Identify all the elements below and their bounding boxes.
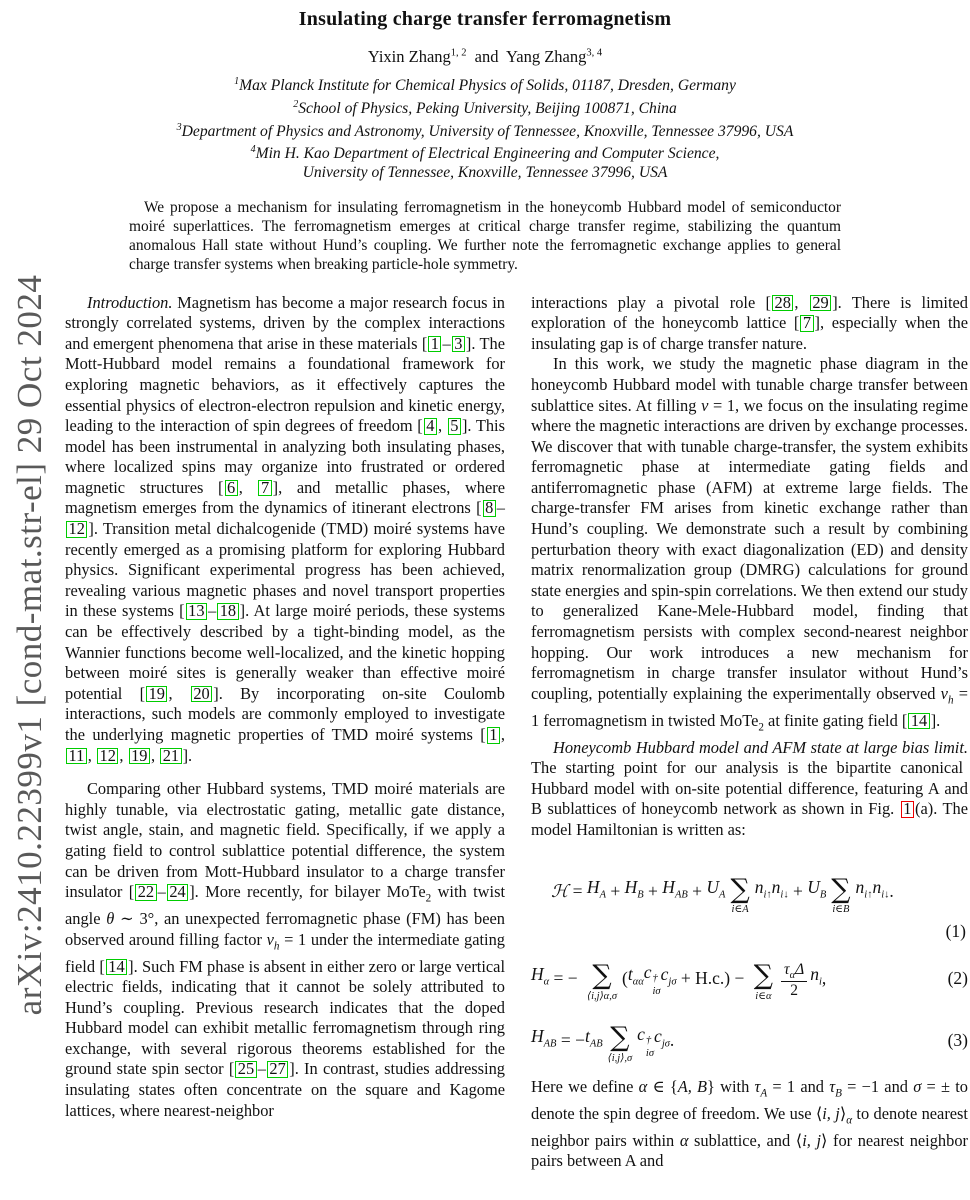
text-run: ,	[168, 683, 190, 703]
text-run: sublattice, and ⟨	[688, 1130, 803, 1150]
text-run: ].	[930, 710, 941, 730]
text-run: ,	[119, 745, 128, 765]
paragraph	[531, 1077, 968, 1172]
affiliation-text: Department of Physics and Astronomy, University of Tennessee, Knoxville, Tennessee 37996, USA	[181, 122, 794, 140]
citation-link[interactable]: 27	[267, 1061, 288, 1078]
scripted-variable: $H_A$	[586, 876, 606, 901]
affiliation-text: School of Physics, Peking University, Beijing 100871, China	[298, 99, 677, 117]
scripted-variable: c † iσ	[637, 1024, 655, 1059]
scripted-variable: $c_{j\sigma}$	[654, 1025, 670, 1050]
text-run: = 1, we focus on the insulating regime where the magnetic interactions are driven by exchange processes. We discover that with tunable charge-transfer, the system exhibits ferromagnetic phase at intermediate gating fields and antiferromagnetic phase (AFM) at extreme large fields. The charge-transfer FM arises from kinetic exchange rather than Hund’s coupling. We demonstrate such a result by combining perturbation theory with exact diagonalization (ED) and density matrix renormalization group (DMRG) calculations for ground state energies and spin-spin correlations. We then extend our study to generalized Kane-Mele-Hubbard model, finding that ferromagnetism persists with complex second-nearest neighbor hopping. Our work introduces a new mechanism for ferromagnetism in charge transfer insulator without Hund’s coupling, potentially explaining the experimentally observed	[531, 395, 968, 703]
text-run: ].	[182, 745, 193, 765]
citation-link[interactable]: 6	[225, 480, 238, 497]
equation-number: (3)	[947, 1029, 968, 1050]
equations-block	[531, 867, 968, 1066]
text-run: ⟩	[839, 1104, 847, 1123]
text-run: ]. In contrast, studies addressing insulating states often concentrate on the square and Kagome lattices, where nearest-neighbor	[65, 1059, 506, 1120]
scripted-variable: $H_B$	[624, 876, 644, 901]
text-run: ,	[87, 745, 96, 765]
math-subscript: B	[835, 1087, 842, 1100]
text-run: = ± to denote the spin degree of freedom. We use ⟨	[531, 1077, 968, 1123]
equation-text: = −	[556, 1029, 585, 1050]
citation-link[interactable]: 21	[160, 748, 181, 765]
scripted-variable: $n_{i↑}$	[855, 876, 873, 901]
authors-and: and	[474, 47, 499, 66]
text-run: ,	[238, 477, 258, 497]
sigma-symbol: ∑	[831, 873, 851, 905]
author-name-2: Yang Zhang	[506, 47, 587, 66]
scripted-variable: $c_{j\sigma}$	[660, 963, 677, 988]
citation-link[interactable]: 19	[146, 686, 167, 703]
equation-text: +	[643, 881, 663, 902]
math-subscript: h	[273, 939, 280, 952]
text-run: at finite gating field [	[763, 710, 908, 730]
math-symbol: τ	[754, 1077, 761, 1097]
equation-2	[531, 953, 968, 1003]
text-run: ,	[437, 416, 447, 436]
figure-ref-link[interactable]: 1	[901, 801, 914, 818]
text-run: ]. At large moiré periods, these systems can be effectively described by a tight-binding model, as the Wannier functions become well-localized, and the kinetic hopping between moiré sites is generally weaker than effective moiré potential [	[65, 601, 505, 703]
scripted-variable: $U_B$	[807, 876, 827, 901]
text-run: ], and metallic phases, where magnetism emerges from the dynamics of itinerant electrons [	[65, 477, 506, 518]
citation-link[interactable]: 3	[452, 336, 465, 353]
text-run: ∈ {	[647, 1077, 678, 1097]
sigma-symbol: ∑	[592, 960, 612, 992]
text-run: ,	[150, 745, 160, 765]
equation-number: (2)	[947, 967, 968, 988]
equation-text: +	[788, 881, 808, 902]
text-run: ]. Such FM phase is absent in either zero or large vertical electric fields, indicating that it cannot be solely attributed to Hund’s coupling. Previous research indicates that the doped Hubbard model can exhibit metallic ferromagnetism through ring exchange, with several rigorous theorems established for the ground state spin sector [	[65, 956, 505, 1079]
sum-operator	[831, 873, 851, 916]
citation-link[interactable]: 14	[908, 713, 929, 730]
text-run: –	[496, 498, 505, 518]
citation-link[interactable]: 19	[129, 748, 150, 765]
scripted-variable: $n_{i↑}$	[754, 876, 772, 901]
math-symbol: α	[638, 1077, 648, 1097]
fraction	[781, 962, 807, 1001]
paragraph	[531, 293, 968, 355]
math-symbol: σ	[913, 1077, 922, 1097]
text-run: The starting point for our analysis is the bipartite canonical Hubbard model with on-site potential difference, featuring A and B sublattices of honeycomb network as shown in Fig.	[531, 758, 968, 819]
scripted-variable: $H_{AB}$	[531, 1025, 557, 1050]
affiliation-line	[0, 141, 970, 164]
citation-link[interactable]: 12	[66, 521, 87, 538]
citation-link[interactable]: 7	[800, 315, 813, 332]
scripted-variable: $t_{AB}$	[584, 1025, 603, 1050]
scripted-variable: $H_{AB}$	[662, 876, 688, 901]
math-symbol: i, j	[822, 1104, 840, 1123]
text-run: (a). The model Hamiltonian is written as:	[531, 799, 968, 839]
math-symbol: θ	[106, 909, 115, 929]
text-run: to denote nearest neighbor pairs within	[531, 1104, 968, 1150]
text-run: –	[257, 1059, 266, 1079]
text-run: interactions play a pivotal role [	[531, 292, 771, 312]
text-run: ,	[794, 292, 809, 312]
citation-link[interactable]: 24	[167, 884, 188, 901]
equation-text: (	[622, 967, 628, 988]
citation-link[interactable]: 1	[487, 727, 500, 744]
math-subscript: h	[947, 694, 954, 707]
scripted-variable: $H_\alpha$	[531, 963, 550, 988]
affiliation-mark: 4	[250, 144, 256, 156]
text-run: = −1 and	[841, 1077, 914, 1097]
sum-operator	[587, 960, 617, 1002]
italic-text-run: Honeycomb Hubbard model and AFM state at large bias limit.	[553, 737, 968, 757]
author-affil-marks-1: 1, 2	[450, 47, 467, 59]
paragraph	[531, 354, 968, 737]
scripted-variable: c † iσ	[643, 962, 661, 997]
affiliation-line	[0, 73, 970, 96]
affiliation-mark: 2	[293, 98, 299, 110]
citation-link[interactable]: 4	[424, 418, 437, 435]
equation-text: =	[568, 881, 587, 902]
paragraph	[65, 779, 505, 1121]
paper-title: Insulating charge transfer ferromagnetism	[298, 8, 672, 30]
text-run: ]. The Mott-Hubbard model remains a foundational framework for exploring magnetic behaviors, as it effectively captures the essential physics of electron-electron repulsion and kinetic energy, leading to the interaction of spin degrees of freedom [	[65, 333, 505, 436]
text-run: –	[157, 882, 166, 902]
two-column-body	[0, 293, 970, 1173]
math-symbol: A, B	[677, 1077, 708, 1097]
text-run: = 1 and	[767, 1077, 830, 1097]
affiliation-mark: 1	[234, 76, 240, 87]
math-subscript: A	[760, 1087, 768, 1100]
paragraph	[65, 293, 505, 767]
sum-limits: ⟨i,j⟩,σ	[607, 1052, 633, 1064]
affiliation-text: University of Tennessee, Knoxville, Tennessee 37996, USA	[302, 164, 668, 182]
citation-link[interactable]: 29	[810, 295, 831, 312]
citation-link[interactable]: 7	[258, 480, 271, 497]
equation-text: = −	[549, 967, 583, 988]
math-symbol: i, j	[802, 1130, 821, 1150]
text-run: ]. This model has been instrumental in analyzing both insulating phases, where localized spins may organize into frustrated or ordered magnetic structures [	[65, 416, 505, 497]
citation-link[interactable]: 22	[135, 884, 156, 901]
sigma-symbol: ∑	[753, 960, 774, 992]
equation-text: 2	[790, 981, 798, 999]
sigma-symbol: ∑	[610, 1022, 630, 1054]
sum-limits: ⟨i,j⟩α,σ	[587, 990, 617, 1002]
equation-text: +	[687, 881, 707, 902]
text-run: Here we define	[531, 1077, 639, 1097]
text-run: ]. There is limited exploration of the honeycomb lattice [	[531, 292, 968, 333]
text-run: ]. By incorporating on-site Coulomb interactions, such models are commonly employed to investigate the underlying magnetic properties of TMD moiré systems [	[65, 683, 505, 744]
math-symbol: ν	[266, 929, 274, 949]
text-run: ], especially when the insulating gap is of charge transfer nature.	[531, 313, 968, 353]
text-run: –	[208, 601, 217, 621]
subscript: 2	[425, 892, 432, 905]
text-run: ]. More recently, for bilayer MoTe	[189, 882, 426, 902]
equation-variable: ℋ	[551, 881, 569, 902]
subscript: 2	[758, 720, 764, 733]
scripted-variable: $n_{i↓}$	[771, 876, 789, 901]
scripted-variable: $U_A$	[706, 876, 726, 901]
math-symbol: α	[679, 1130, 689, 1150]
citation-link[interactable]: 20	[191, 686, 212, 703]
affiliation-line	[0, 119, 970, 142]
equation-text: .	[669, 1029, 675, 1050]
citation-link[interactable]: 25	[235, 1061, 256, 1078]
equation-text: ,	[821, 967, 827, 988]
abstract: We propose a mechanism for insulating ferromagnetism in the honeycomb Hubbard model of semiconductor moiré superlattices. The ferromagnetism emerges at critical charge transfer regime, stabilizing the quantum anomalous Hall state without Hund’s coupling. We further note the ferromagnetic exchange applies to general charge transfer systems when breaking particle-hole symmetry.	[129, 198, 841, 274]
text-run: = 1 under the intermediate gating field [	[65, 929, 506, 976]
sigma-symbol: ∑	[730, 873, 750, 905]
citation-link[interactable]: 1	[428, 336, 441, 353]
citation-link[interactable]: 13	[186, 603, 207, 620]
text-run: } with	[707, 1077, 755, 1097]
citation-link[interactable]: 12	[97, 748, 118, 765]
sum-limits: i∈α	[755, 990, 772, 1002]
math-symbol: ν	[940, 683, 948, 703]
equation-text: + H.c.) −	[676, 967, 749, 988]
affiliation-line	[0, 164, 970, 183]
text-run: ,	[500, 725, 505, 744]
sum-operator	[753, 960, 774, 1002]
text-run: ]. Transition metal dichalcogenide (TMD) moiré systems have recently emerged as a promising platform for exploring Hubbard physics. Significant experimental progress has been achieved, revealing various magnetic phases and novel transport properties in these systems [	[65, 519, 505, 621]
text-run: ∼ 3°, an unexpected ferromagnetic phase (FM) has been observed around filling factor	[65, 909, 506, 949]
math-subscript: α	[846, 1114, 853, 1127]
equation-number: (1)	[945, 920, 966, 941]
text-run: Comparing other Hubbard systems, TMD moiré materials are highly tunable, via electrostatic gating, metallic gate distance, twist angle, stain, and magnetic field. Specifically, if we apply a gating field to control sublattice potential difference, the system can be driven from Mott-Hubbard insulator to a charge transfer insulator [	[65, 779, 505, 902]
author-affil-marks-2: 3, 4	[586, 47, 603, 59]
text-run: In this work, we study the magnetic phase diagram in the honeycomb Hubbard model with tunable charge transfer between sublattice sites. At filling	[531, 354, 968, 415]
affiliation-text: Min H. Kao Department of Electrical Engineering and Computer Science,	[255, 145, 720, 163]
scripted-variable: $n_{i↓}$	[872, 876, 890, 901]
math-symbol: ν	[701, 395, 709, 415]
equation-text: +	[605, 881, 625, 902]
affiliation-text: Max Planck Institute for Chemical Physics of Solids, 01187, Dresden, Germany	[239, 77, 736, 95]
text-run: Magnetism has become a major research focus in strongly correlated systems, driven by the complex interactions and emergent phenomena that arise in these materials [	[65, 292, 505, 353]
left-column	[65, 293, 505, 1173]
sum-operator	[730, 873, 750, 916]
sum-limits: i∈A	[731, 903, 749, 915]
right-column	[531, 293, 968, 1173]
scripted-variable: $n_i$	[810, 963, 822, 988]
scripted-variable: $\tau_\alpha$	[784, 960, 796, 981]
citation-link[interactable]: 18	[217, 603, 238, 620]
text-run: ⟩ for nearest neighbor pairs between A and	[531, 1130, 968, 1171]
citation-link[interactable]: 11	[66, 748, 87, 765]
text-run: = 1 ferromagnetism in twisted MoTe	[531, 683, 969, 730]
citation-link[interactable]: 5	[448, 418, 461, 435]
paragraph	[531, 738, 968, 841]
equation-variable: Δ	[795, 960, 805, 978]
citation-link[interactable]: 8	[483, 500, 496, 517]
affiliations	[0, 73, 970, 183]
arxiv-watermark: arXiv:2410.22399v1 [cond-mat.str-el] 29 Oct 2024	[10, 274, 49, 1016]
citation-link[interactable]: 14	[106, 959, 127, 976]
equation-1	[531, 867, 968, 917]
authors-line	[0, 47, 970, 67]
math-symbol: τ	[829, 1077, 836, 1097]
italic-text-run: Introduction.	[87, 292, 173, 312]
sum-operator	[607, 1022, 633, 1064]
text-run: –	[442, 333, 451, 353]
scripted-variable: $t_{\alpha\alpha}$	[627, 963, 644, 988]
affiliation-mark: 3	[176, 121, 182, 133]
sum-limits: i∈B	[832, 903, 850, 915]
citation-link[interactable]: 28	[772, 295, 793, 312]
author-name-1: Yixin Zhang	[367, 47, 451, 66]
equation-3	[531, 1015, 968, 1065]
text-run: with twist angle	[65, 882, 506, 929]
affiliation-line	[0, 96, 970, 119]
equation-text: .	[889, 881, 894, 902]
